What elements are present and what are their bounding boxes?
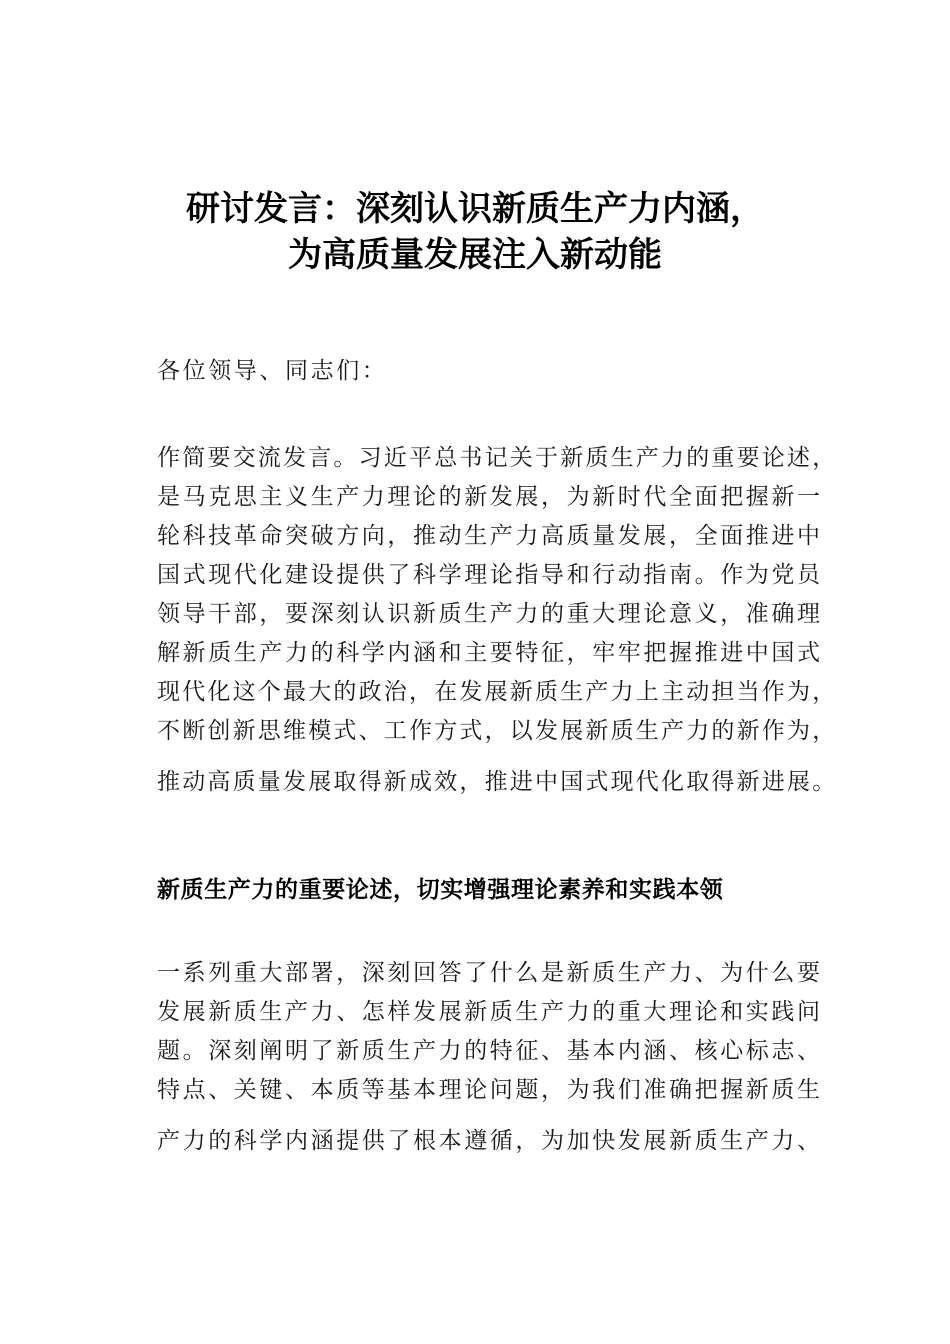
- paragraph-line: 解新质生产力的科学内涵和主要特征，牢牢把握推进中国式: [157, 640, 823, 666]
- paragraph-line: 是马克思主义生产力理论的新发展，为新时代全面把握新一: [157, 484, 823, 510]
- paragraph-line: 发展新质生产力、怎样发展新质生产力的重大理论和实践问: [157, 999, 823, 1025]
- paragraph-line: 现代化这个最大的政治，在发展新质生产力上主动担当作为，: [157, 679, 838, 705]
- paragraph-line: [210, 404, 890, 434]
- document-title-line-2: 为高质量发展注入新动能: [288, 235, 662, 275]
- section-heading-line-1: [210, 810, 890, 840]
- paragraph-line: 特点、关键、本质等基本理论问题，为我们准确把握新质生: [157, 1077, 823, 1103]
- paragraph-line: 领导干部，要深刻认识新质生产力的重大理论意义，准确理: [157, 601, 823, 627]
- paragraph-line: 一系列重大部署，深刻回答了什么是新质生产力、为什么要: [157, 960, 823, 986]
- salutation: 各位领导、同志们：: [157, 358, 388, 384]
- paragraph-line: 不断创新思维模式、工作方式，以发展新质生产力的新作为，: [157, 718, 838, 744]
- paragraph-line: 推动高质量发展取得新成效，推进中国式现代化取得新进展。: [157, 769, 838, 795]
- paragraph-line: 题。深刻阐明了新质生产力的特征、基本内涵、核心标志、: [157, 1038, 823, 1064]
- paragraph-line: 国式现代化建设提供了科学理论指导和行动指南。作为党员: [157, 562, 823, 588]
- paragraph-line: 轮科技革命突破方向，推动生产力高质量发展，全面推进中: [157, 523, 823, 549]
- paragraph-line: 作简要交流发言。习近平总书记关于新质生产力的重要论述，: [157, 445, 838, 471]
- document-title-line-1: 研讨发言：深刻认识新质生产力内涵，: [186, 189, 764, 229]
- paragraph-line: [210, 920, 890, 950]
- section-heading-line-2: 新质生产力的重要论述，切实增强理论素养和实践本领: [157, 877, 724, 903]
- paragraph-line: 产力的科学内涵提供了根本遵循，为加快发展新质生产力、: [157, 1128, 823, 1154]
